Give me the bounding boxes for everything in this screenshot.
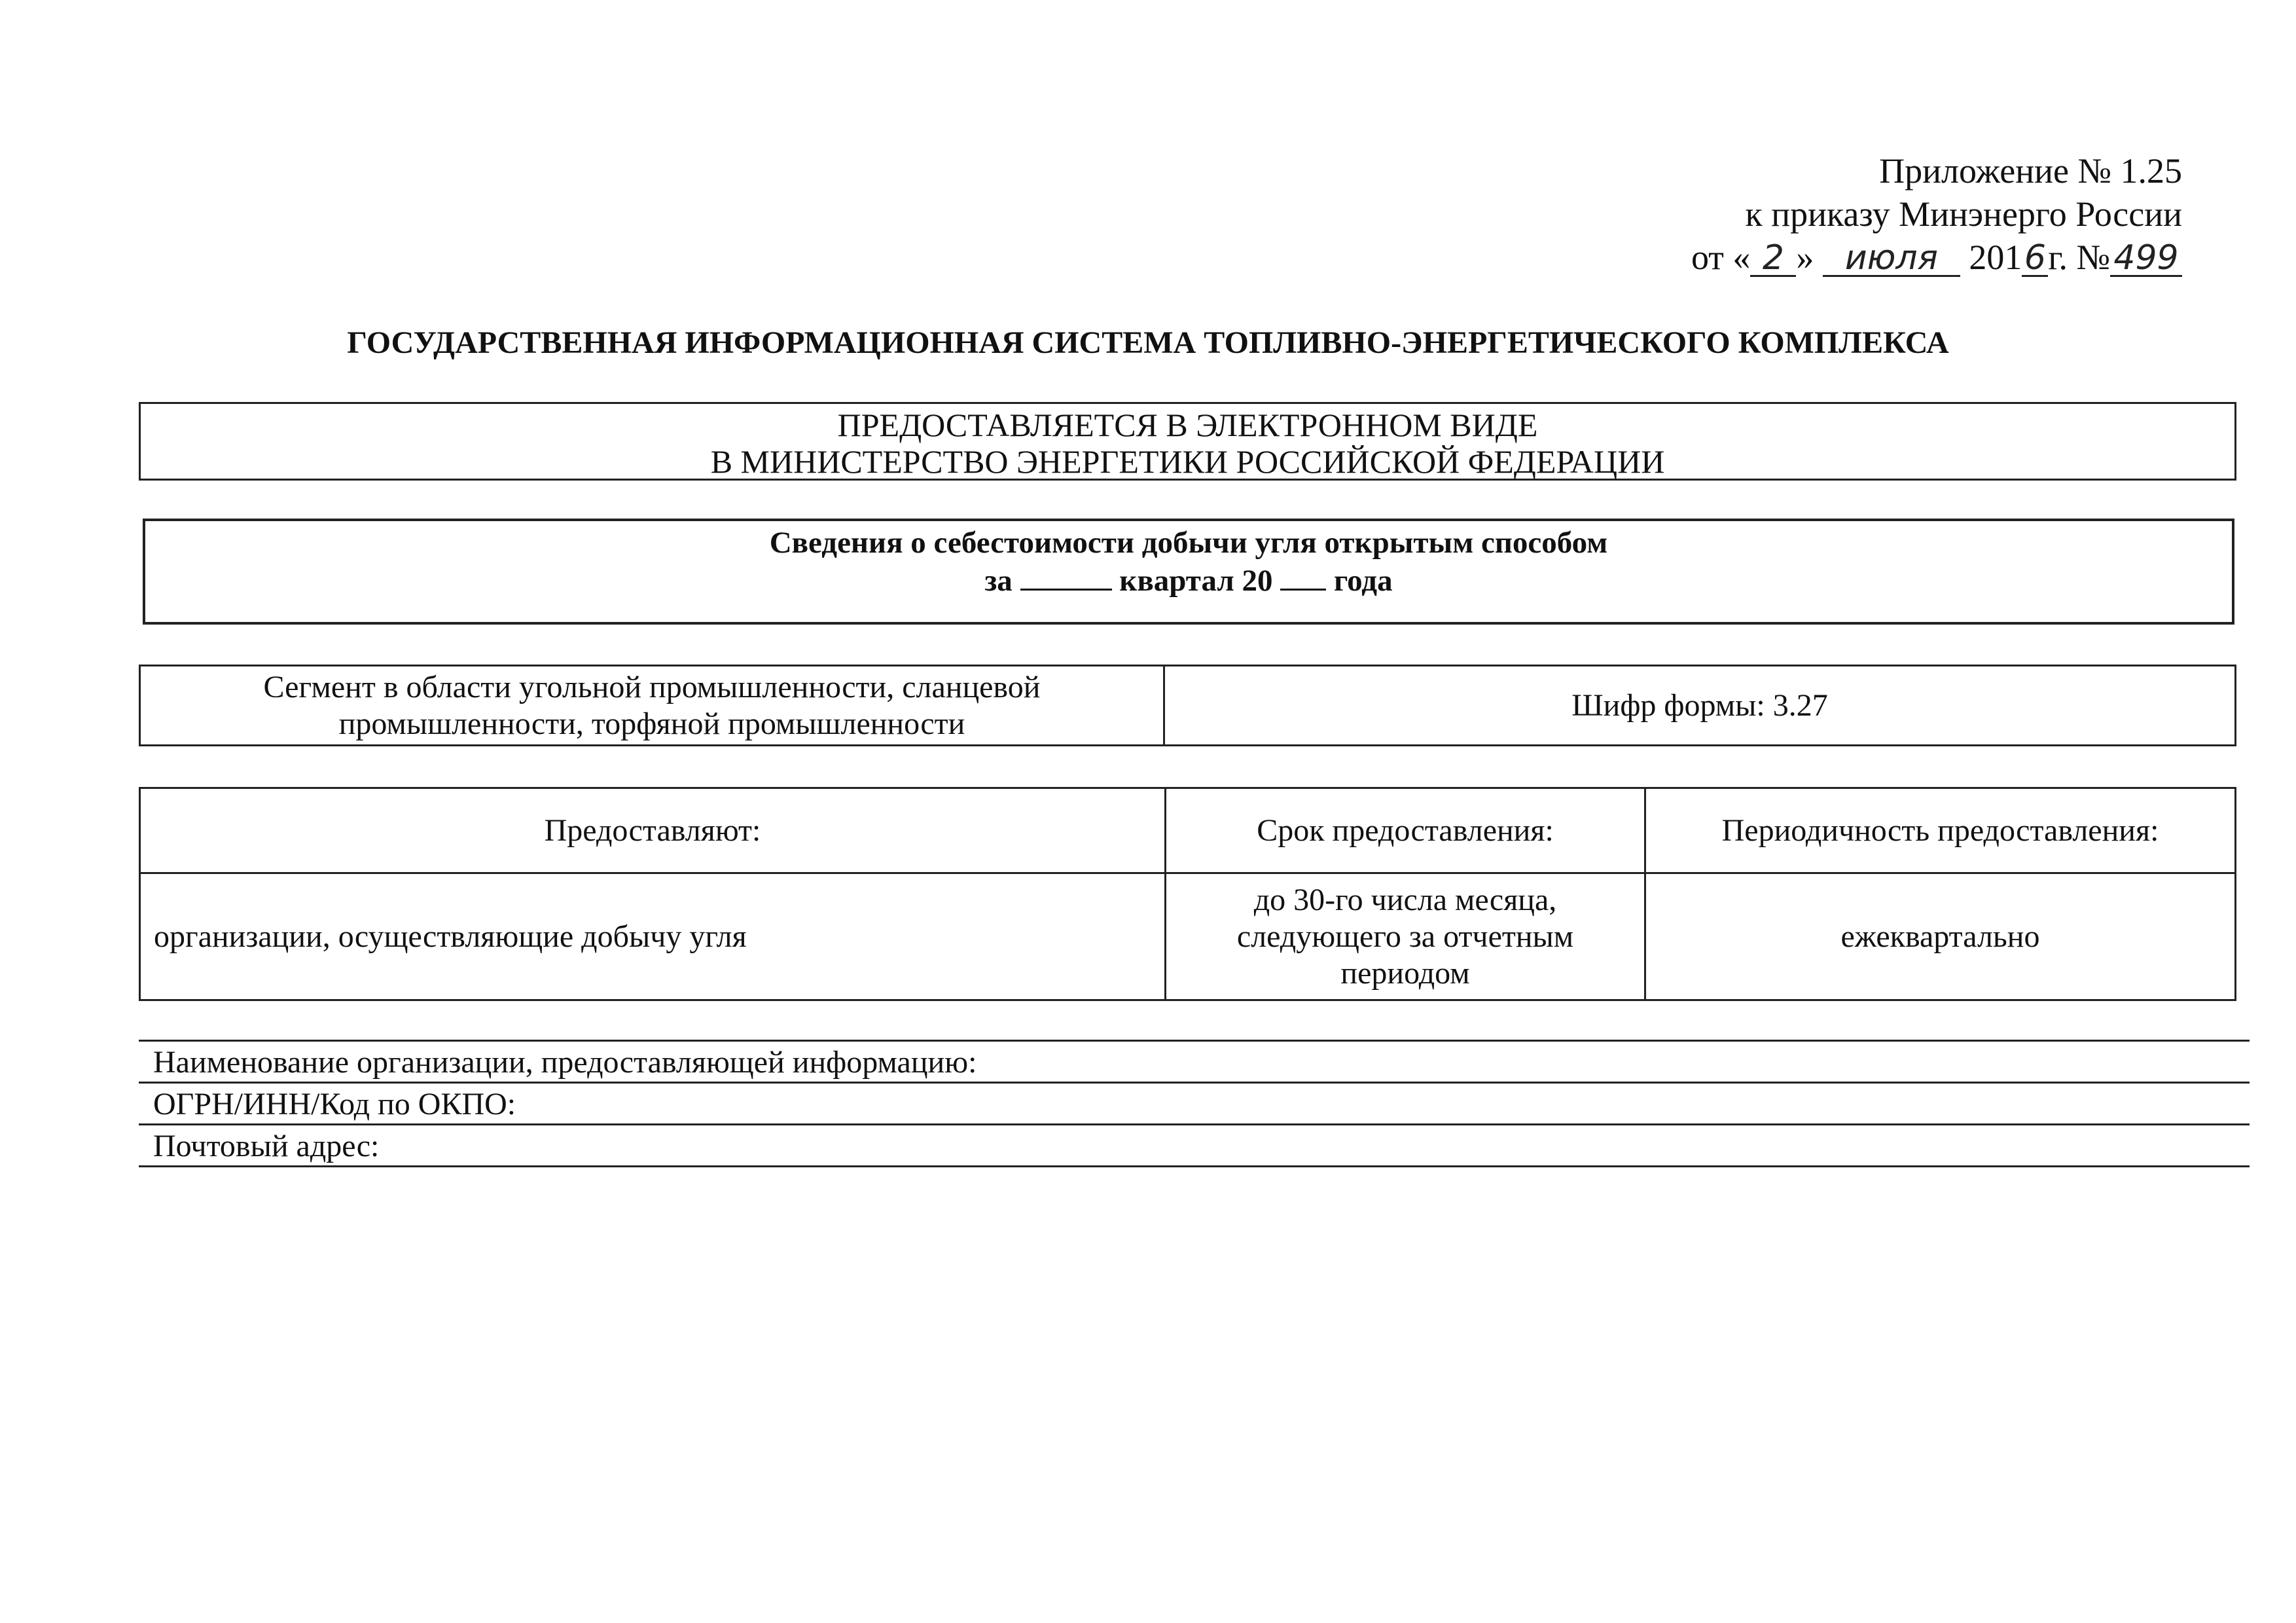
order-number: 499	[2110, 241, 2182, 277]
appendix-date-line	[1691, 236, 2182, 279]
form-title-box	[143, 519, 2234, 625]
period-prefix: за	[984, 564, 1013, 598]
org-name-field[interactable]: Наименование организации, предоставляющей информацию:	[139, 1042, 2250, 1084]
submission-table	[139, 787, 2236, 1001]
table-row	[140, 873, 2236, 1000]
header-deadline: Срок предоставления:	[1166, 788, 1645, 873]
table-header-row	[140, 788, 2236, 873]
electronic-line-1: ПРЕДОСТАВЛЯЕТСЯ В ЭЛЕКТРОННОМ ВИДЕ	[837, 407, 1538, 443]
cell-deadline: до 30-го числа месяца, следующего за отчетным периодом	[1166, 873, 1645, 1000]
org-ids-field[interactable]: ОГРН/ИНН/Код по ОКПО:	[139, 1084, 2250, 1125]
appendix-order-ref: к приказу Минэнерго России	[1745, 194, 2182, 234]
period-suffix: года	[1333, 564, 1393, 598]
cell-periodicity: ежеквартально	[1645, 873, 2236, 1000]
form-period	[145, 562, 2232, 600]
date-month: июля	[1823, 241, 1960, 277]
electronic-line-2: В МИНИСТЕРСТВО ЭНЕРГЕТИКИ РОССИЙСКОЙ ФЕДЕРАЦИИ	[710, 443, 1665, 480]
quarter-blank[interactable]	[1020, 562, 1112, 591]
date-year-prefix: 201	[1969, 238, 2022, 277]
header-periodicity: Периодичность предоставления:	[1645, 788, 2236, 873]
electronic-submission-box	[139, 402, 2236, 481]
cell-submitters: организации, осуществляющие добычу угля	[140, 873, 1166, 1000]
year-blank[interactable]	[1280, 562, 1326, 591]
postal-address-field[interactable]: Почтовый адрес:	[139, 1125, 2250, 1167]
segment-description: Сегмент в области угольной промышленности, сланцевой промышленности, торфяной промышленности	[140, 666, 1164, 746]
period-mid: квартал 20	[1119, 564, 1273, 598]
appendix-number: Приложение № 1.25	[1879, 151, 2182, 191]
date-year-digit: 6	[2022, 241, 2048, 277]
segment-table	[139, 665, 2236, 746]
form-title: Сведения о себестоимости добычи угля открытым способом	[769, 526, 1608, 560]
date-prefix: от «	[1691, 238, 1751, 277]
date-day: 2	[1750, 241, 1796, 277]
form-code: Шифр формы: 3.27	[1164, 666, 2236, 746]
system-title: ГОСУДАРСТВЕННАЯ ИНФОРМАЦИОННАЯ СИСТЕМА ТОПЛИВНО-ЭНЕРГЕТИЧЕСКОГО КОМПЛЕКСА	[347, 325, 1949, 360]
date-mid: »	[1796, 238, 1814, 277]
appendix-block	[1691, 149, 2182, 279]
date-suffix: г. №	[2048, 238, 2110, 277]
header-submitters: Предоставляют:	[140, 788, 1166, 873]
